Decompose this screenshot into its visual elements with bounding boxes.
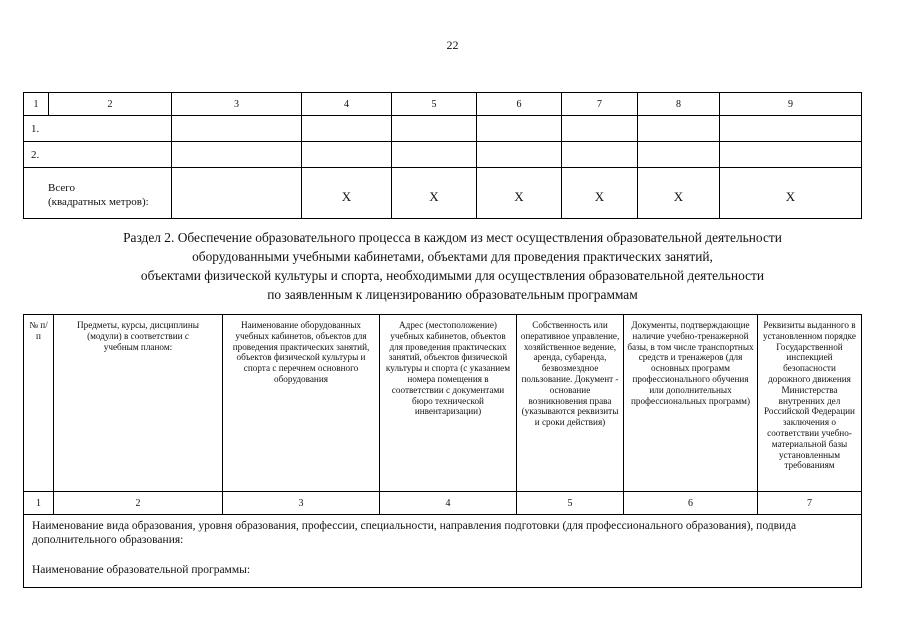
x-mark: X: [477, 168, 562, 219]
x-mark: X: [302, 168, 392, 219]
header-cell: Предметы, курсы, дисциплины (модули) в соответствии с учебным планом:: [54, 315, 223, 492]
empty-cell: [302, 116, 392, 142]
page-number: 22: [446, 38, 459, 52]
empty-cell: [477, 116, 562, 142]
section-title-line: объектами физической культуры и спорта, необходимыми для осуществления образовательной деятельности: [140, 268, 765, 283]
empty-cell: [720, 142, 862, 168]
row-number: 1.: [24, 116, 172, 142]
x-mark: X: [392, 168, 477, 219]
program-info-cell: [24, 515, 862, 588]
table-row: [24, 116, 862, 142]
table-header-row: [24, 315, 862, 492]
header-cell: Адрес (местоположение) учебных кабинетов, объектов для проведения практических занятий, объектов физической культуры и спорта (с указанием номера помещения в соответствии с документами бюро технической инвентаризации): [380, 315, 517, 492]
total-label-line2: (квадратных метров):: [48, 196, 149, 208]
x-mark: X: [720, 168, 862, 219]
column-number: 7: [758, 492, 862, 515]
column-number: 1: [24, 492, 54, 515]
column-number: 6: [477, 93, 562, 116]
x-mark: X: [562, 168, 638, 219]
table-row: [24, 142, 862, 168]
column-number: 6: [624, 492, 758, 515]
column-number: 3: [172, 93, 302, 116]
column-number: 4: [380, 492, 517, 515]
column-number: 4: [302, 93, 392, 116]
equipment-table: [23, 314, 862, 588]
empty-cell: [392, 142, 477, 168]
header-cell: Собственность или оперативное управление, хозяйственное ведение, аренда, субаренда, безвозмездное пользование. Документ - основание возникновения права (указываются реквизиты и сроки действия): [517, 315, 624, 492]
table-header-row: [24, 93, 862, 116]
column-number: 5: [392, 93, 477, 116]
column-number: 3: [223, 492, 380, 515]
empty-cell: [302, 142, 392, 168]
empty-cell: [172, 142, 302, 168]
header-cell: Реквизиты выданного в установленном порядке Государственной инспекцией безопасности дорожного движения Министерства внутренних дел Российской Федерации заключения о соответствии учебно-материальной базы установленным требованиям: [758, 315, 862, 492]
header-cell: Документы, подтверждающие наличие учебно-тренажерной базы, в том числе транспортных средств и тренажеров (для основных программ профессионального обучения или дополнительных профессиональных программ): [624, 315, 758, 492]
section-title-line: по заявленным к лицензированию образовательным программам: [267, 287, 638, 302]
section-title-line: оборудованными учебными кабинетами, объектами для проведения практических занятий,: [192, 249, 713, 264]
column-number: 1: [24, 93, 49, 116]
empty-cell: [172, 168, 302, 219]
empty-cell: [392, 116, 477, 142]
program-name-label: Наименование образовательной программы:: [32, 564, 251, 576]
column-number: 9: [720, 93, 862, 116]
empty-cell: [638, 142, 720, 168]
row-number: 2.: [24, 142, 172, 168]
x-mark: X: [638, 168, 720, 219]
total-label: [24, 168, 172, 219]
empty-cell: [720, 116, 862, 142]
education-type-label: Наименование вида образования, уровня образования, профессии, специальности, направления подготовки (для профессионального образования), подвида дополнительного образования:: [32, 520, 797, 546]
empty-cell: [172, 116, 302, 142]
section-title-line: Раздел 2. Обеспечение образовательного процесса в каждом из мест осуществления образовательной деятельности: [123, 230, 782, 245]
column-number: 2: [54, 492, 223, 515]
column-number: 2: [49, 93, 172, 116]
total-label-line1: Всего: [48, 182, 75, 194]
header-cell: № п/п: [24, 315, 54, 492]
header-cell: Наименование оборудованных учебных кабинетов, объектов для проведения практических занятий, объектов физической культуры и спорта с перечнем основного оборудования: [223, 315, 380, 492]
empty-cell: [562, 116, 638, 142]
empty-cell: [562, 142, 638, 168]
empty-cell: [638, 116, 720, 142]
section-title: [30, 228, 875, 304]
column-number: 8: [638, 93, 720, 116]
column-number: 5: [517, 492, 624, 515]
empty-cell: [477, 142, 562, 168]
column-number: 7: [562, 93, 638, 116]
program-info-row: [24, 515, 862, 588]
total-row: [24, 168, 862, 219]
premises-table: [23, 92, 862, 219]
column-numbers-row: [24, 492, 862, 515]
